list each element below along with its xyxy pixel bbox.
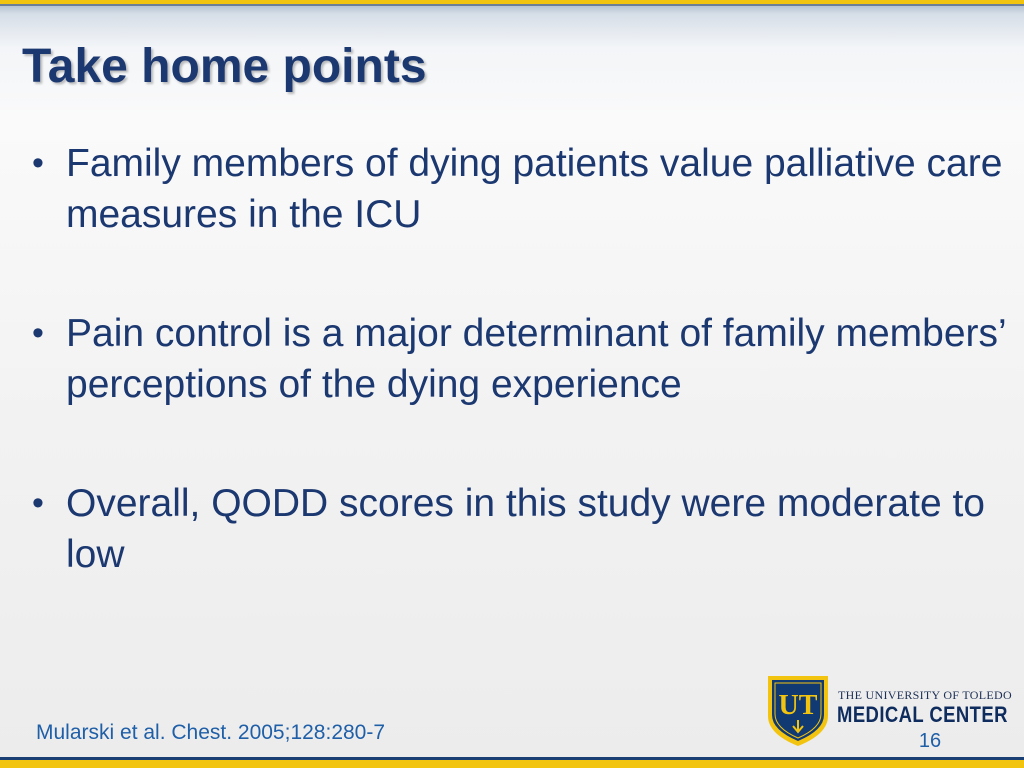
- citation: Mularski et al. Chest. 2005;128:280-7: [36, 721, 386, 744]
- page-number: 16: [918, 730, 942, 752]
- logo-monogram: UT: [778, 690, 818, 721]
- bullet-text: Family members of dying patients value palliative care measures in the ICU: [66, 142, 1003, 236]
- bullet-text: Overall, QODD scores in this study were moderate to low: [66, 482, 985, 576]
- bullet-text: Pain control is a major determinant of family members’ perceptions of the dying experience: [66, 312, 1006, 406]
- bullet-list: [28, 138, 1008, 580]
- bottom-gold-bar: [0, 760, 1024, 768]
- bullet-marker: •: [32, 314, 44, 352]
- bullet-marker: •: [32, 484, 44, 522]
- medical-center-name: MEDICAL CENTER: [837, 702, 1008, 727]
- bullet-item: [28, 138, 1008, 240]
- institution-logo: [766, 672, 1012, 752]
- top-dark-bar: [0, 4, 1024, 6]
- bullet-item: [28, 308, 1008, 410]
- bullet-item: [28, 478, 1008, 580]
- university-name: THE UNIVERSITY OF TOLEDO: [838, 688, 1012, 702]
- slide-title: Take home points: [22, 40, 427, 93]
- shield-icon: [766, 672, 830, 748]
- bullet-marker: •: [32, 144, 44, 182]
